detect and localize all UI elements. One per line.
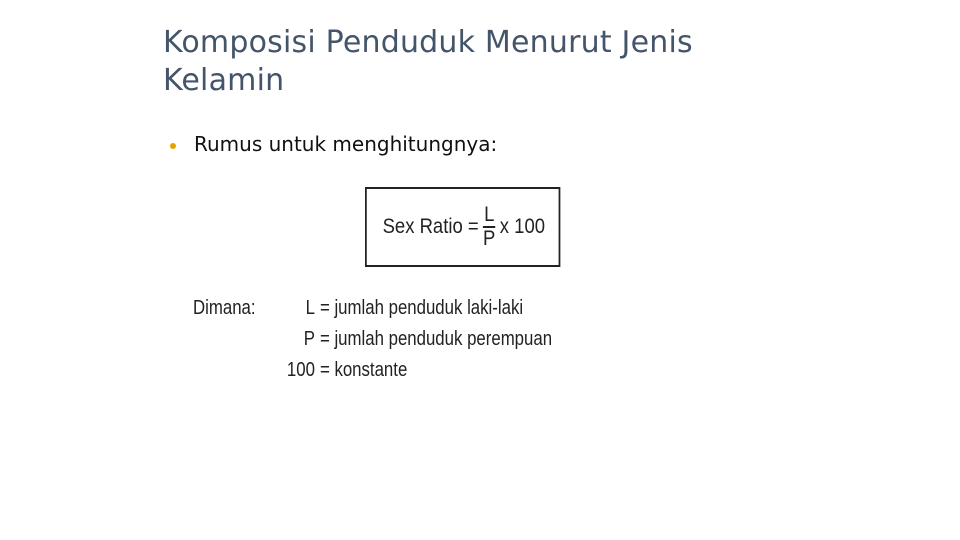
- definition-desc: = konstante: [319, 359, 408, 381]
- formula-fraction: [483, 204, 495, 250]
- formula-denominator: P: [483, 227, 496, 250]
- formula-rhs: x 100: [499, 215, 546, 238]
- formula-numerator: L: [484, 203, 495, 226]
- definition-symbol: 100: [286, 359, 315, 381]
- title-line-2: Kelamin: [163, 63, 285, 98]
- definition-desc: = jumlah penduduk laki-laki: [319, 297, 524, 319]
- definition-symbol: L: [305, 297, 315, 319]
- bullet-text: Rumus untuk menghitungnya:: [194, 132, 498, 156]
- bullet-dot-icon: [170, 143, 176, 149]
- formula-lhs: Sex Ratio =: [382, 215, 479, 238]
- formula-box: [365, 187, 560, 267]
- definition-desc: = jumlah penduduk perempuan: [319, 328, 553, 350]
- definition-row: [283, 293, 552, 324]
- definition-row: [283, 324, 552, 355]
- bullet-item: [170, 132, 497, 156]
- definition-symbol: P: [303, 328, 315, 350]
- title-line-1: Komposisi Penduduk Menurut Jenis: [163, 25, 693, 60]
- definitions-label: Dimana:: [193, 297, 256, 319]
- definitions-list: [283, 293, 552, 386]
- definition-row: [283, 355, 552, 386]
- slide-title: [163, 24, 803, 100]
